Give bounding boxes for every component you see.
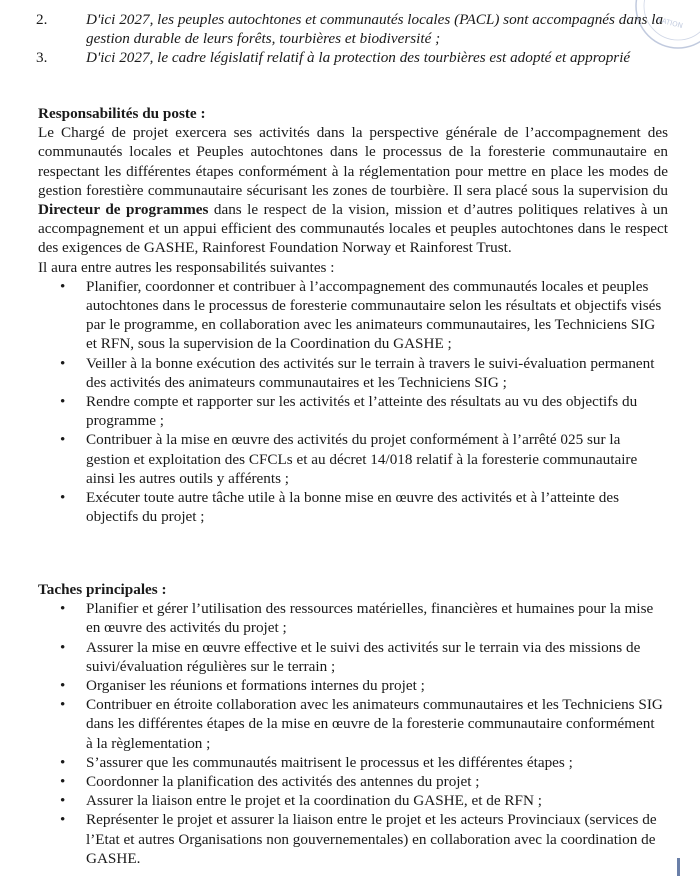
list-item-text: Coordonner la planification des activités des antennes du projet ; — [86, 773, 480, 791]
list-item — [38, 638, 668, 676]
list-item-text: Contribuer à la mise en œuvre des activités du projet conformément à l’arrêté 025 sur la gestion et exploitation des CFCLs et au décret 14/018 relatif à la foresterie communautaire ainsi les autres outils y afférents ; — [86, 431, 638, 487]
responsibilities-heading: Responsabilités du poste : — [38, 105, 206, 122]
responsibilities-list — [38, 277, 668, 527]
responsibilities-intro: Il aura entre autres les responsabilités suivantes : — [38, 258, 335, 276]
bullet-icon: • — [60, 277, 66, 295]
list-item-text: Planifier et gérer l’utilisation des ressources matérielles, financières et humaines pour la mise en œuvre des activités du projet ; — [86, 600, 654, 637]
list-item-text: Exécuter toute autre tâche utile à la bonne mise en œuvre des activités et à l’atteinte des objectifs du projet ; — [86, 489, 620, 526]
list-item — [38, 810, 668, 868]
page-edge-mark — [677, 858, 680, 876]
bullet-icon: • — [60, 773, 66, 791]
paragraph-text-end: dans le respect de la vision, mission et d’autres politiques relatives à un accompagnement et un appui efficient des communautés locales et peuples autochtones dans le respect des exigences de GASHE, Rainforest Foundation Norway et Rainforest Trust. — [38, 201, 668, 257]
list-item — [38, 277, 668, 354]
bullet-icon: • — [60, 677, 66, 695]
list-item — [38, 676, 668, 695]
list-item — [38, 791, 668, 810]
bullet-icon: • — [60, 696, 66, 714]
list-item-text: Planifier, coordonner et contribuer à l’accompagnement des communautés locales et peuples autochtones dans le processus de foresterie communautaire selon les résultats et objectifs visés par le programme, en collaboration avec les animateurs communautaires, les Techniciens SIG et RFN, sous la supervision de la Coordination du GASHE ; — [86, 277, 662, 353]
bullet-icon: • — [60, 354, 66, 372]
list-item-text: Veiller à la bonne exécution des activités sur le terrain à travers le suivi-évaluation permanent des activités des animateurs communautaires et les Techniciens SIG ; — [86, 354, 655, 391]
bullet-icon: • — [60, 638, 66, 656]
tasks-list — [38, 599, 668, 868]
list-item — [38, 488, 668, 526]
objective-number: 3. — [36, 49, 48, 67]
bullet-icon: • — [60, 811, 66, 829]
list-item — [38, 392, 668, 430]
list-item-text: Organiser les réunions et formations internes du projet ; — [86, 677, 425, 695]
bullet-icon: • — [60, 393, 66, 411]
list-item-text: Rendre compte et rapporter sur les activités et l’atteinte des résultats au vu des objectifs du programme ; — [86, 393, 638, 430]
objective-text: D'ici 2027, le cadre législatif relatif à la protection des tourbières est adopté et approprié — [86, 49, 631, 67]
list-item-text: Assurer la liaison entre le projet et la coordination du GASHE, et de RFN ; — [86, 792, 542, 810]
list-item-text: S’assurer que les communautés maitrisent le processus et les différentes étapes ; — [86, 753, 573, 771]
list-item — [38, 430, 668, 488]
objective-number: 2. — [36, 11, 48, 28]
bullet-icon: • — [60, 792, 66, 810]
list-item-text: Contribuer en étroite collaboration avec les animateurs communautaires et les Techniciens SIG dans les différentes étapes de la mise en œuvre de la foresterie communautaire conformément à la règlementation ; — [86, 696, 663, 752]
list-item — [38, 695, 668, 753]
supervisor-title: Directeur de programmes — [38, 201, 209, 219]
objective-item — [36, 10, 676, 48]
tasks-section — [38, 580, 668, 868]
list-item-text: Représenter le projet et assurer la liaison entre le projet et les acteurs Provinciaux (services de l’Etat et autres Organisations non gouvernementales) en collaboration avec la coordination de GASHE. — [86, 811, 657, 867]
objective-item — [36, 48, 676, 67]
bullet-icon: • — [60, 431, 66, 449]
objective-text: D'ici 2027, les peuples autochtones et communautés locales (PACL) sont accompagnés dans la gestion durable de leurs forêts, tourbières et biodiversité ; — [86, 11, 664, 48]
tasks-heading: Taches principales : — [38, 581, 167, 598]
list-item — [38, 599, 668, 637]
responsibilities-section — [38, 104, 668, 526]
paragraph-text-start: Le Chargé de projet exercera ses activités dans la perspective générale de l’accompagnement des communautés locales et Peuples autochtones dans le processus de la foresterie communautaire en respectant les différentes étapes conformément à la réglementation pour mettre en place les modes de gestion forestière communautaire sécurisant les zones de tourbière. Il sera placé sous la supervision du — [38, 124, 668, 199]
list-item — [38, 753, 668, 772]
objectives-list — [36, 10, 676, 68]
list-item-text: Assurer la mise en œuvre effective et le suivi des activités sur le terrain via des missions de suivi/évaluation régulières sur le terrain ; — [86, 638, 641, 675]
list-item — [38, 772, 668, 791]
list-item — [38, 354, 668, 392]
bullet-icon: • — [60, 600, 66, 618]
stamp-text: NATION — [655, 15, 684, 31]
responsibilities-paragraph — [38, 123, 668, 257]
bullet-icon: • — [60, 753, 66, 771]
bullet-icon: • — [60, 489, 66, 507]
